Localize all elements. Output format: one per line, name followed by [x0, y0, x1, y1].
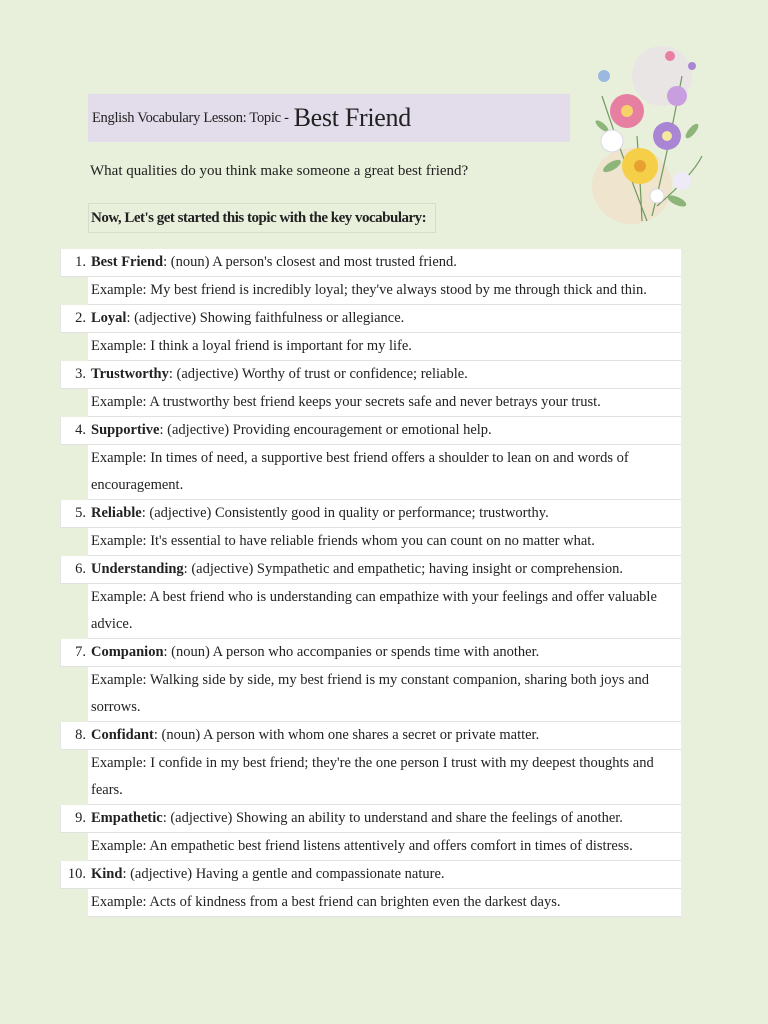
vocab-word: Companion [91, 644, 164, 660]
vocab-number: 6. [60, 556, 88, 584]
vocab-example: Example: In times of need, a supportive best friend offers a shoulder to lean on and words of encouragement. [88, 445, 681, 500]
vocab-definition-text: : (adjective) Showing faithfulness or allegiance. [126, 310, 405, 326]
vocab-definition [88, 305, 681, 333]
vocab-example: Example: A best friend who is understanding can empathize with your feelings and offer valuable advice. [88, 584, 681, 639]
vocab-term-row [60, 639, 681, 667]
vocab-definition-text: : (adjective) Showing an ability to understand and share the feelings of another. [162, 810, 623, 826]
flower-bouquet-image [582, 36, 712, 236]
vocab-definition [88, 417, 681, 445]
vocab-example: Example: Acts of kindness from a best friend can brighten even the darkest days. [88, 889, 681, 917]
vocab-definition-text: : (adjective) Providing encouragement or emotional help. [159, 422, 492, 438]
vocab-definition [88, 500, 681, 528]
vocab-term-row [60, 305, 681, 333]
vocab-example-row [60, 528, 681, 556]
vocab-term-row [60, 417, 681, 445]
vocab-example-row [60, 584, 681, 639]
vocab-word: Supportive [91, 422, 160, 438]
vocab-example-row [60, 389, 681, 417]
vocab-word: Trustworthy [91, 366, 169, 382]
vocab-term-row [60, 249, 681, 277]
vocab-example-row [60, 750, 681, 805]
vocab-definition-text: : (adjective) Having a gentle and compassionate nature. [122, 866, 445, 882]
title-topic: Best Friend [293, 103, 411, 132]
vocab-word: Loyal [91, 310, 127, 326]
vocab-term-row [60, 722, 681, 750]
lesson-title [88, 94, 570, 142]
discussion-question: What qualities do you think make someone a great best friend? [90, 163, 469, 179]
title-prefix: English Vocabulary Lesson: Topic - [92, 109, 289, 126]
vocab-example: Example: An empathetic best friend listens attentively and offers comfort in times of distress. [88, 833, 681, 861]
vocab-example: Example: My best friend is incredibly loyal; they've always stood by me through thick and thin. [88, 277, 681, 305]
vocab-example: Example: I think a loyal friend is important for my life. [88, 333, 681, 361]
vocab-definition-text: : (noun) A person's closest and most trusted friend. [163, 254, 457, 270]
vocab-number: 3. [60, 361, 88, 389]
vocab-definition [88, 722, 681, 750]
vocab-word: Kind [91, 866, 123, 882]
vocab-example: Example: A trustworthy best friend keeps your secrets safe and never betrays your trust. [88, 389, 681, 417]
vocab-example: Example: I confide in my best friend; they're the one person I trust with my deepest thoughts and fears. [88, 750, 681, 805]
vocab-example-row [60, 445, 681, 500]
vocab-definition-text: : (adjective) Consistently good in quality or performance; trustworthy. [141, 505, 549, 521]
vocab-definition [88, 805, 681, 833]
vocab-term-row [60, 361, 681, 389]
vocab-number: 9. [60, 805, 88, 833]
vocab-word: Understanding [91, 561, 184, 577]
vocab-example-row [60, 277, 681, 305]
vocab-word: Reliable [91, 505, 142, 521]
vocab-example: Example: It's essential to have reliable friends whom you can count on no matter what. [88, 528, 681, 556]
vocab-number: 5. [60, 500, 88, 528]
vocab-term-row [60, 861, 681, 889]
vocab-number: 8. [60, 722, 88, 750]
vocab-definition [88, 861, 681, 889]
vocab-term-row [60, 556, 681, 584]
vocab-example: Example: Walking side by side, my best friend is my constant companion, sharing both joys and sorrows. [88, 667, 681, 722]
vocab-definition-text: : (noun) A person who accompanies or spends time with another. [163, 644, 540, 660]
vocab-term-row [60, 805, 681, 833]
vocab-word: Confidant [91, 727, 154, 743]
vocab-term-row [60, 500, 681, 528]
vocab-definition [88, 249, 681, 277]
vocab-number: 2. [60, 305, 88, 333]
vocab-definition [88, 556, 681, 584]
vocab-number: 7. [60, 639, 88, 667]
vocab-word: Empathetic [91, 810, 163, 826]
vocabulary-list [60, 249, 681, 917]
vocabulary-intro: Now, Let's get started this topic with the key vocabulary: [88, 203, 436, 233]
vocab-number: 4. [60, 417, 88, 445]
vocab-definition [88, 639, 681, 667]
vocab-example-row [60, 667, 681, 722]
vocab-definition-text: : (noun) A person with whom one shares a secret or private matter. [153, 727, 540, 743]
vocab-definition-text: : (adjective) Worthy of trust or confidence; reliable. [168, 366, 468, 382]
vocab-definition [88, 361, 681, 389]
vocab-example-row [60, 833, 681, 861]
vocab-example-row [60, 333, 681, 361]
vocab-word: Best Friend [91, 254, 164, 270]
vocab-example-row [60, 889, 681, 917]
vocab-number: 10. [60, 861, 88, 889]
vocab-definition-text: : (adjective) Sympathetic and empathetic; having insight or comprehension. [183, 561, 623, 577]
vocab-number: 1. [60, 249, 88, 277]
